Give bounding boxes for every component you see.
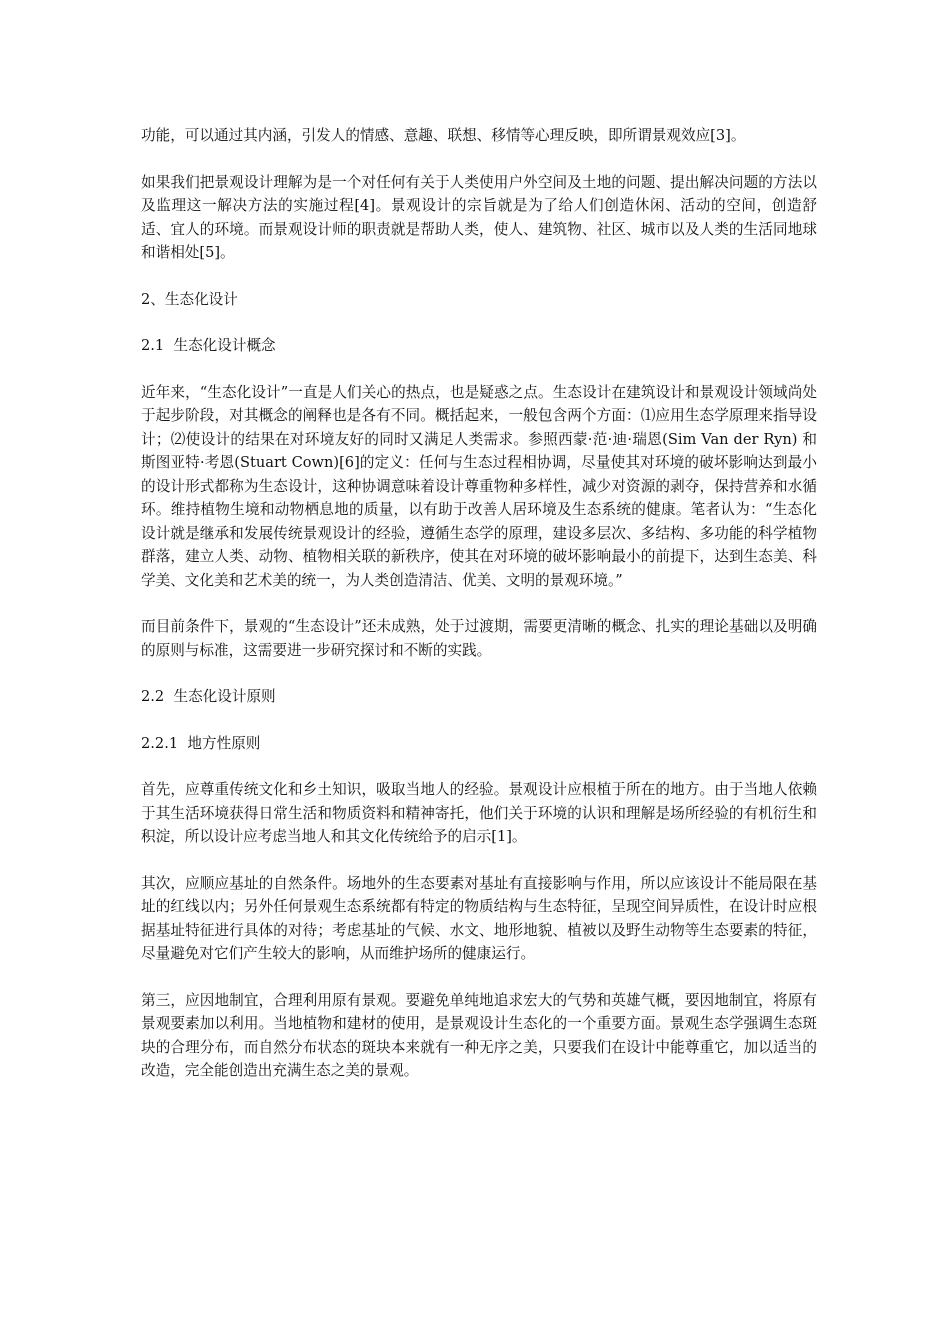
paragraph-eco-design-concept: 近年来，“生态化设计”一直是人们关心的热点，也是疑惑之点。生态设计在建筑设计和景观设计领域尚处于起步阶段，对其概念的阐释也是各有不同。概括起来，一般包含两个方面：⑴应用生态学原理来指导设计；⑵使设计的结果在对环境友好的同时又满足人类需求。参照西蒙·范·迪·瑞恩(Sim Van der Ryn) 和斯图亚特·考恩(Stuart Cown)[6]的定义：任何与生态过程相协调，尽量使其对环境的破坏影响达到最小的设计形式都称为生态设计，这种协调意味着设计尊重物种多样性，减少对资源的剥夺，保持营养和水循环。维持植物生境和动物栖息地的质量，以有助于改善人居环境及生态系统的健康。笔者认为：“生态化设计就是继承和发展传统景观设计的经验，遵循生态学的原理，建设多层次、多结构、多功能的科学植物群落，建立人类、动物、植物相关联的新秩序，使其在对环境的破坏影响最小的前提下，达到生态美、科学美、文化美和艺术美的统一，为人类创造清洁、优美、文明的景观环境。” <box>141 383 817 589</box>
paragraph-principle-third: 第三，应因地制宜，合理利用原有景观。要避免单纯地追求宏大的气势和英雄气概，要因地制宜，将原有景观要素加以利用。当地植物和建材的使用，是景观设计生态化的一个重要方面。景观生态学强调生态斑块的合理分布，而自然分布状态的斑块本来就有一种无序之美，只要我们在设计中能尊重它，加以适当的改造，完全能创造出充满生态之美的景观。 <box>141 991 817 1079</box>
paragraph-principle-second: 其次，应顺应基址的自然条件。场地外的生态要素对基址有直接影响与作用，所以应该设计不能局限在基址的红线以内；另外任何景观生态系统都有特定的物质结构与生态特征，呈现空间异质性，在设计时应根据基址特征进行具体的对待；考虑基址的气候、水文、地形地貌、植被以及野生动物等生态要素的特征，尽量避免对它们产生较大的影响，从而维护场所的健康运行。 <box>141 874 817 962</box>
paragraph-principle-first: 首先，应尊重传统文化和乡土知识，吸取当地人的经验。景观设计应根植于所在的地方。由于当地人依赖于其生活环境获得日常生活和物质资料和精神寄托，他们关于环境的认识和理解是场所经验的有机衍生和积淀，所以设计应考虑当地人和其文化传统给予的启示[1]。 <box>141 781 817 845</box>
heading-section-2-2: 2.2 生态化设计原则 <box>141 688 276 705</box>
paragraph-current-conditions: 而目前条件下，景观的“生态设计”还未成熟，处于过渡期，需要更清晰的概念、扎实的理论基础以及明确的原则与标准，这需要进一步研究探讨和不断的实践。 <box>141 618 817 659</box>
heading-section-2: 2、生态化设计 <box>141 290 238 308</box>
heading-section-2-2-1: 2.2.1 地方性原则 <box>141 734 261 752</box>
paragraph-landscape-effect: 功能，可以通过其内涵，引发人的情感、意趣、联想、移情等心理反映，即所谓景观效应[3]。 <box>141 127 746 144</box>
document-page <box>141 124 817 1106</box>
heading-section-2-1: 2.1 生态化设计概念 <box>141 337 276 354</box>
paragraph-landscape-design-definition: 如果我们把景观设计理解为是一个对任何有关于人类使用户外空间及土地的问题、提出解决问题的方法以及监理这一解决方法的实施过程[4]。景观设计的宗旨就是为了给人们创造休闲、活动的空间，创造舒适、宜人的环境。而景观设计师的职责就是帮助人类，使人、建筑物、社区、城市以及人类的生活同地球和谐相处[5]。 <box>141 173 817 261</box>
